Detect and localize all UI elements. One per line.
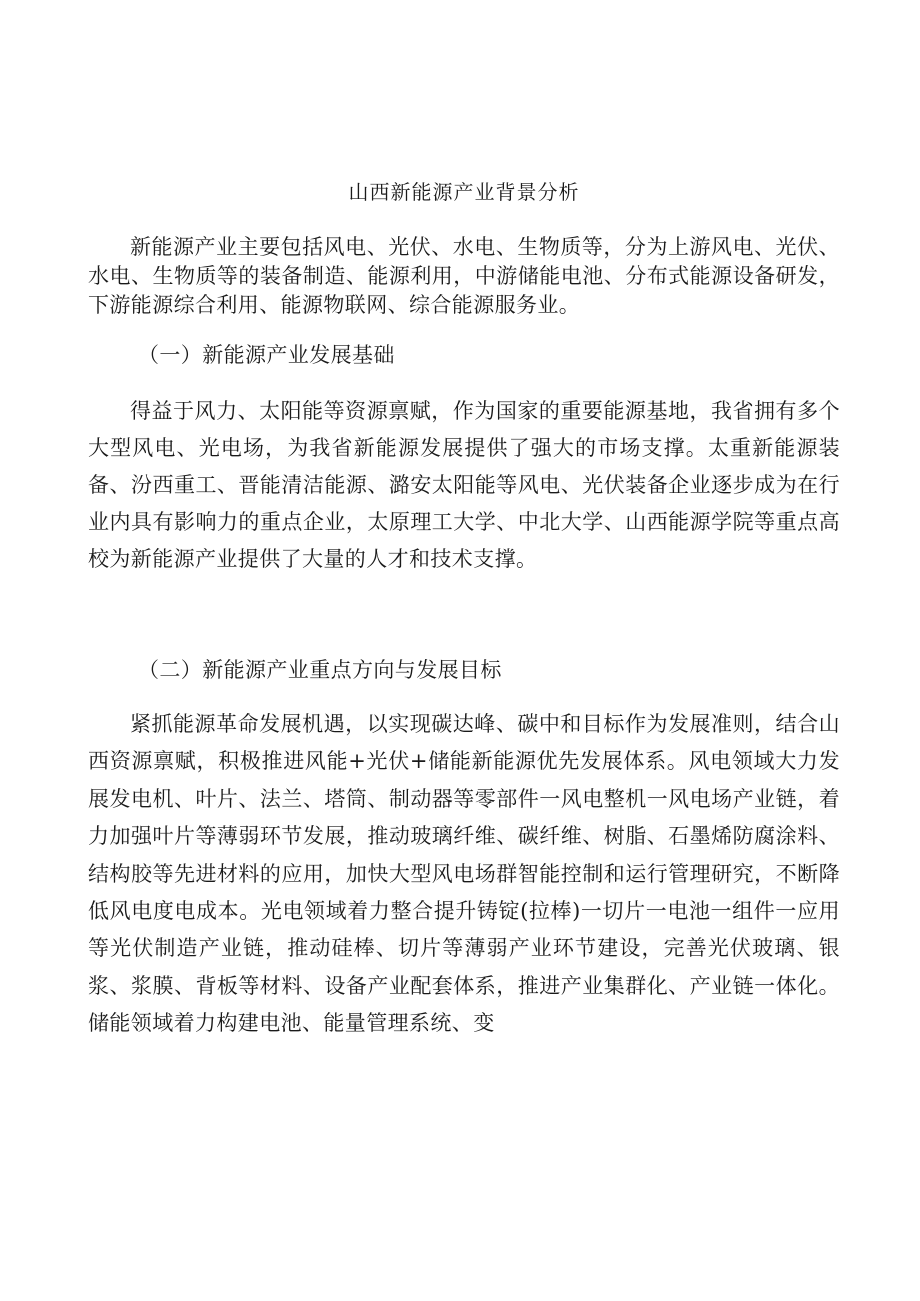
document-title: 山西新能源产业背景分析 [348,180,580,204]
section-1-heading: （一）新能源产业发展基础 [138,343,395,367]
intro-paragraph: 新能源产业主要包括风电、光伏、水电、生物质等，分为上游风电、光伏、水电、生物质等的装备制造、能源利用，中游储能电池、分布式能源设备研发，下游能源综合利用、能源物联网、综合能源服务业。 [88,235,840,317]
section-1-paragraph: 得益于风力、太阳能等资源禀赋，作为国家的重要能源基地，我省拥有多个大型风电、光电场，为我省新能源发展提供了强大的市场支撑。太重新能源装备、汾西重工、晋能清洁能源、潞安太阳能等风电、光伏装备企业逐步成为在行业内具有影响力的重点企业，太原理工大学、中北大学、山西能源学院等重点高校为新能源产业提供了大量的人才和技术支撑。 [88,399,840,571]
section-2-heading: （二）新能源产业重点方向与发展目标 [138,658,502,682]
section-2-paragraph: 紧抓能源革命发展机遇，以实现碳达峰、碳中和目标作为发展准则，结合山西资源禀赋，积极推进风能+光伏+储能新能源优先发展体系。风电领域大力发展发电机、叶片、法兰、塔筒、制动器等零部件一风电整机一风电场产业链，着力加强叶片等薄弱环节发展，推动玻璃纤维、碳纤维、树脂、石墨烯防腐涂料、结构胶等先进材料的应用，加快大型风电场群智能控制和运行管理研究，不断降低风电度电成本。光电领域着力整合提升铸锭(拉棒)一切片一电池一组件一应用等光伏制造产业链，推动硅棒、切片等薄弱产业环节建设，完善光伏玻璃、银浆、浆膜、背板等材料、设备产业配套体系，推进产业集群化、产业链一体化。储能领域着力构建电池、能量管理系统、变 [88,712,840,1036]
